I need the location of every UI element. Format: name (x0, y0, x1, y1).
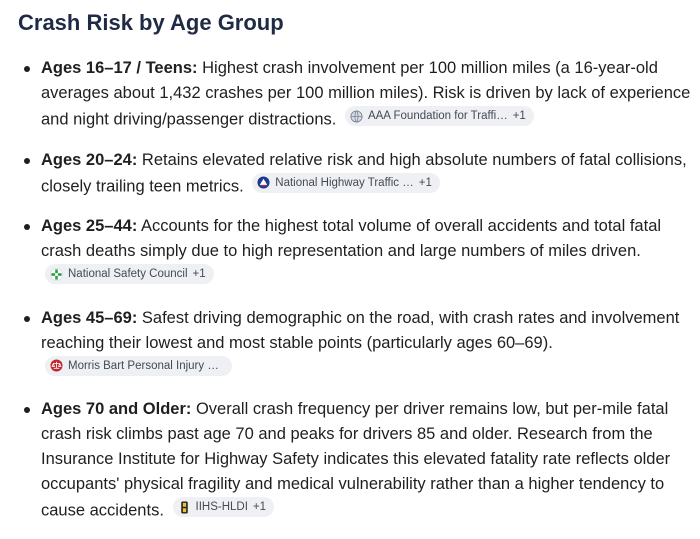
source-name: IIHS-HLDI (195, 501, 248, 513)
item-lead: Ages 20–24: (41, 150, 138, 169)
list-item (0, 397, 700, 524)
source-name: Morris Bart Personal Injury … (68, 359, 219, 372)
globe-icon (350, 110, 363, 123)
source-extra-count: +1 (252, 501, 267, 513)
source-extra-count: +1 (512, 110, 526, 122)
item-text: Safest driving demographic on the road, with crash rates and involvement reaching their lowest and most stable points (particularly ages 60–69). (41, 308, 680, 352)
age-group-list (0, 56, 700, 539)
item-text: Overall crash frequency per driver remains low, but per-mile fatal crash risk climbs past age 70 and peaks for drivers 85 and older. Research from the Insurance Institute for Highway Safety indicates this elevated fatality rate reflects older occupants' physical fragility and medical vulnerability rather than a higher tendency to cause accidents. (41, 400, 671, 520)
source-name: AAA Foundation for Traffi… (367, 110, 508, 122)
source-extra-count: +1 (192, 268, 206, 280)
iihs-logo-icon (178, 501, 191, 514)
list-item (0, 56, 700, 133)
list-item (0, 148, 700, 200)
item-lead: Ages 16–17 / Teens: (41, 59, 198, 77)
item-lead: Ages 45–69: (41, 308, 138, 327)
list-item (0, 306, 700, 383)
item-text: Retains elevated relative risk and high absolute numbers of fatal collisions, closely trailing teen metrics. (41, 150, 687, 195)
item-lead: Ages 25–44: (41, 217, 138, 235)
source-chip[interactable] (45, 264, 214, 284)
item-text: Accounts for the highest total volume of overall accidents and total fatal crash deaths simply due to high representation and large numbers of miles driven. (41, 217, 662, 260)
source-extra-count: +1 (418, 176, 432, 189)
scales-logo-icon (50, 359, 63, 372)
nsc-cross-icon (50, 268, 63, 281)
source-chip[interactable] (252, 173, 440, 193)
list-item (0, 214, 700, 291)
source-name: National Highway Traffic … (275, 176, 414, 189)
item-lead: Ages 70 and Older: (41, 400, 192, 418)
section-title: Crash Risk by Age Group (18, 10, 284, 35)
source-name: National Safety Council (68, 268, 188, 280)
nhtsa-logo-icon (257, 176, 270, 189)
item-text: Highest crash involvement per 100 million miles (a 16-year-old averages about 1,432 crashes per 100 million miles). Risk is driven by lack of experience and night driving/passenger distractions. (41, 59, 691, 129)
source-chip[interactable] (45, 356, 232, 376)
source-chip[interactable] (345, 106, 534, 126)
source-chip[interactable] (173, 497, 275, 517)
